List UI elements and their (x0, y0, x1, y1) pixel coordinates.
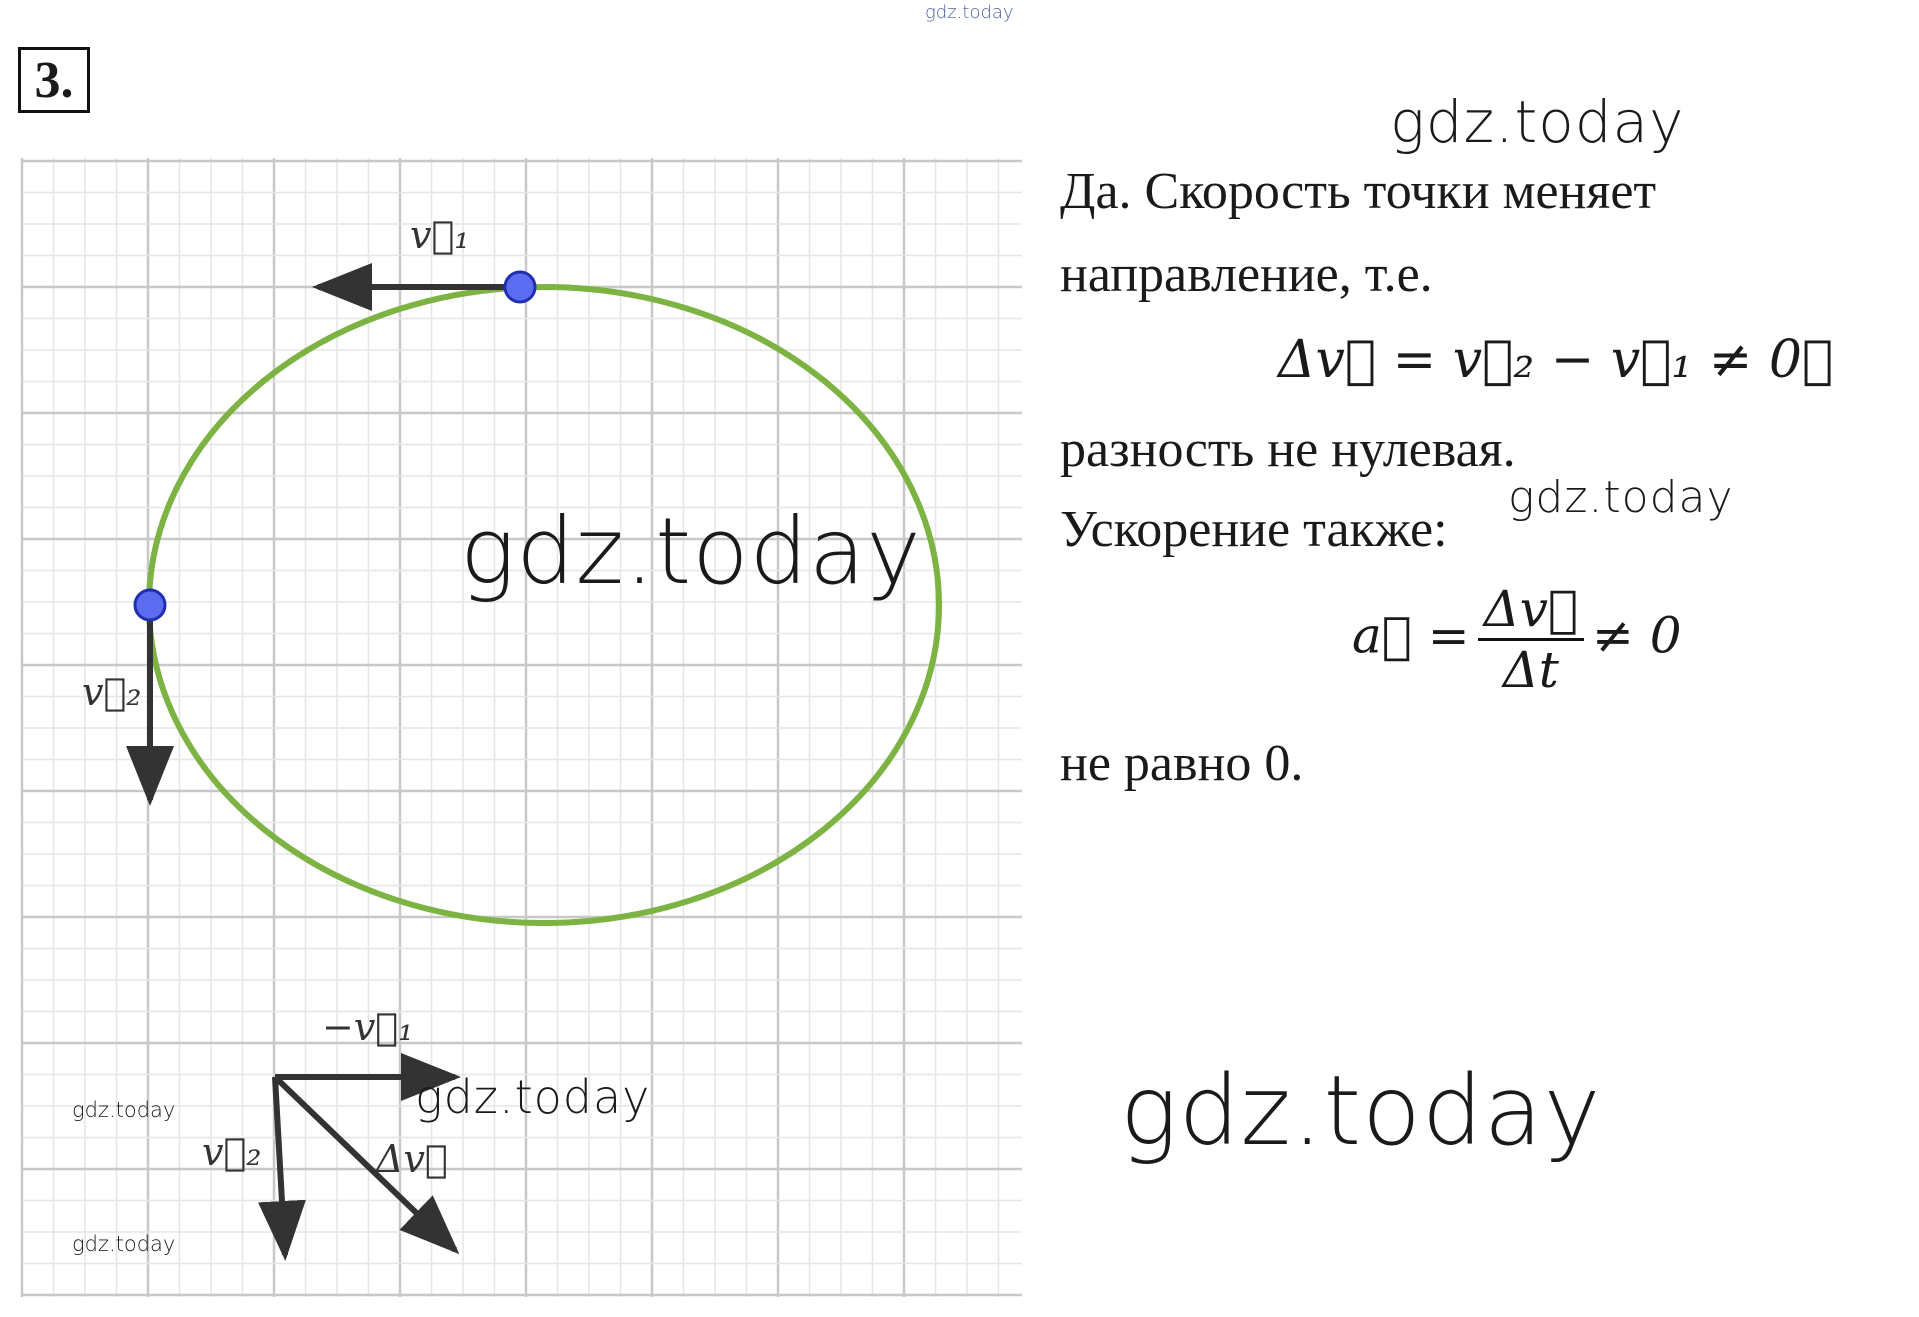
fraction-numerator: Δv⃗ (1478, 580, 1584, 641)
v2-label: v⃗₂ (82, 670, 142, 714)
point-left (135, 590, 165, 620)
acceleration-fraction (1478, 580, 1584, 699)
acceleration-formula (1352, 580, 1682, 699)
watermark-small-2: gdz.today (72, 1232, 176, 1256)
v2-bottom-arrow (275, 1077, 285, 1255)
fraction-denominator: Δt (1502, 641, 1559, 699)
v1-label: v⃗₁ (410, 213, 470, 257)
point-top (505, 272, 535, 302)
acceleration-rhs: ≠ 0 (1591, 606, 1682, 665)
answer-line-4: Ускорение также: (1060, 501, 1448, 558)
delta-v-label: Δv⃗ (376, 1137, 448, 1181)
acceleration-lhs: a⃗ = (1352, 606, 1470, 665)
trajectory-ellipse (149, 287, 939, 923)
answer-line-2: направление, т.е. (1060, 246, 1433, 303)
watermark-top: gdz.today (925, 2, 1014, 23)
watermark-center: gdz.today (460, 498, 922, 605)
watermark-right-bottom: gdz.today (1120, 1055, 1602, 1167)
answer-line-1: Да. Скорость точки меняет (1060, 163, 1657, 220)
minus-v1-label: −v⃗₁ (322, 1005, 414, 1049)
problem-number: 3. (18, 47, 90, 113)
watermark-small-1: gdz.today (72, 1098, 176, 1122)
watermark-figure-bottom: gdz.today (415, 1070, 651, 1124)
grid (22, 158, 1022, 1297)
velocity-difference-formula: Δv⃗ = v⃗₂ − v⃗₁ ≠ 0⃗ (1278, 330, 1834, 390)
watermark-right-top: gdz.today (1390, 88, 1685, 156)
answer-line-3: разность не нулевая. (1060, 421, 1516, 478)
watermark-right-mid: gdz.today (1508, 472, 1734, 523)
v2-bottom-label: v⃗₂ (202, 1130, 262, 1174)
answer-line-5: не равно 0. (1060, 735, 1304, 792)
